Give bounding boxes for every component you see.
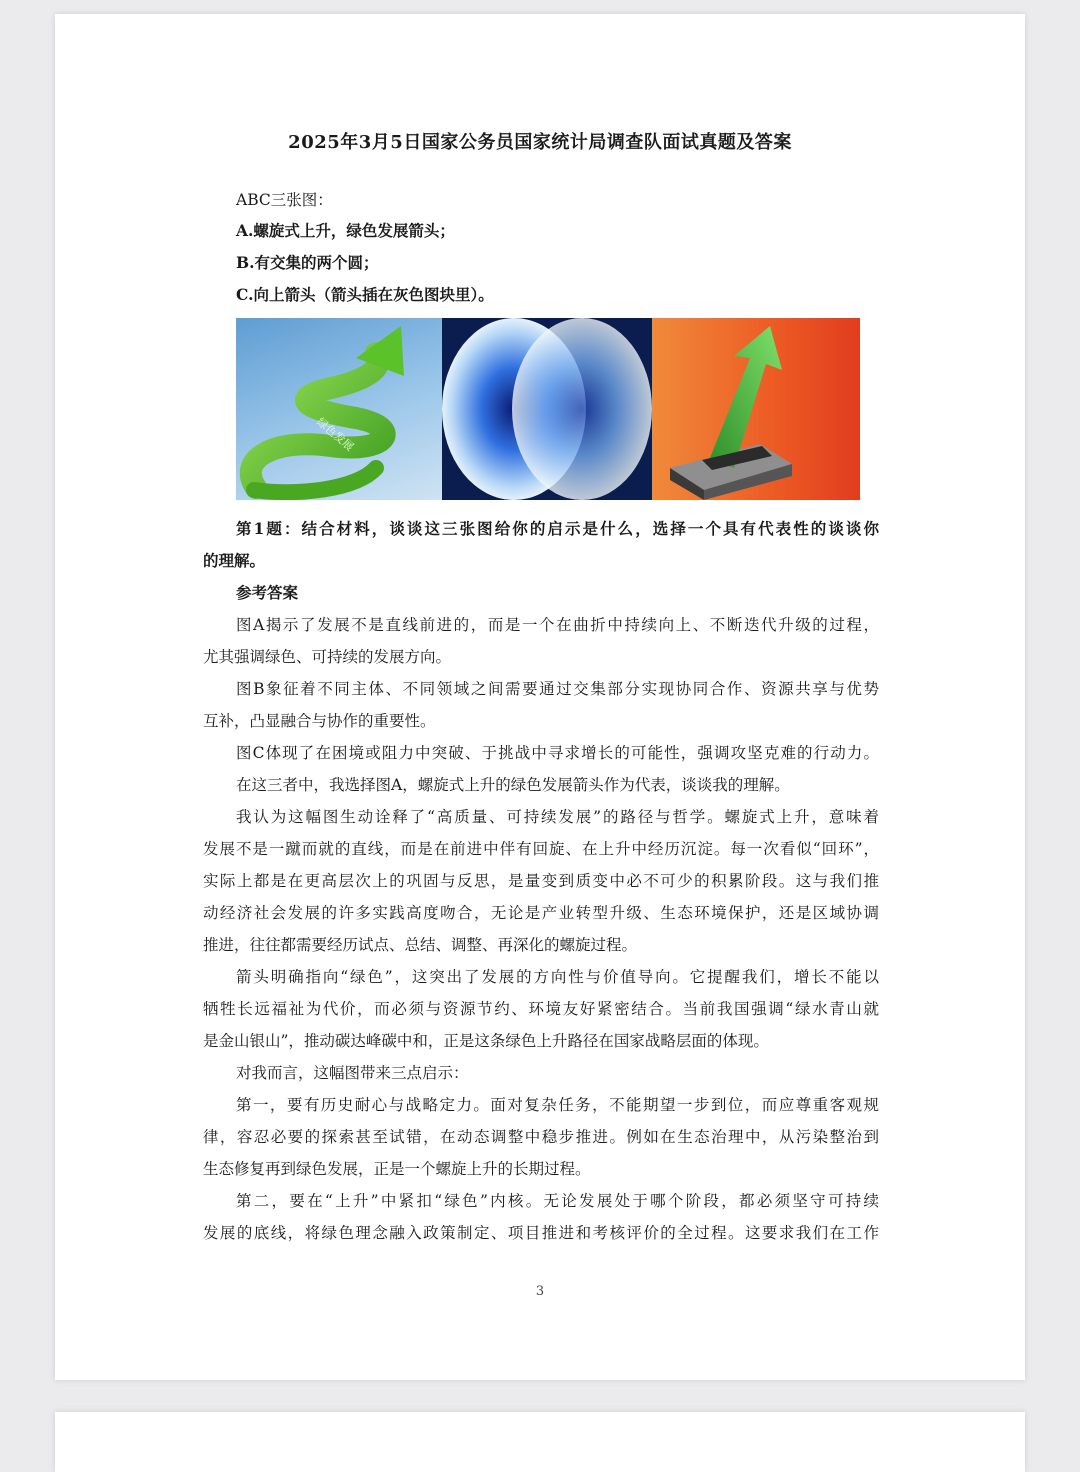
answer-line: 推进，往往都需要经历试点、总结、调整、再深化的螺旋过程。	[203, 936, 638, 954]
figure-a-caption: 绿色发展	[314, 415, 357, 454]
answer-line: 对我而言，这幅图带来三点启示：	[236, 1064, 469, 1082]
answer-line: 图C体现了在困境或阻力中突破、于挑战中寻求增长的可能性，强调攻坚克难的行动力。	[236, 744, 879, 762]
next-document-page	[55, 1412, 1025, 1472]
answer-line: 发展的底线，将绿色理念融入政策制定、项目推进和考核评价的全过程。这要求我们在工作	[203, 1224, 879, 1242]
document-title: 2025年3月5日国家公务员国家统计局调查队面试真题及答案	[288, 132, 792, 153]
answer-line: 第一，要有历史耐心与战略定力。面对复杂任务，不能期望一步到位，而应尊重客观规	[236, 1096, 879, 1114]
answer-line: 实际上都是在更高层次上的巩固与反思，是量变到质变中必不可少的积累阶段。这与我们推	[203, 872, 879, 890]
answer-line: 第二，要在“上升”中紧扣“绿色”内核。无论发展处于哪个阶段，都必须坚守可持续	[236, 1192, 879, 1210]
answer-line: 尤其强调绿色、可持续的发展方向。	[203, 648, 452, 666]
item-b: B.有交集的两个圆；	[236, 253, 379, 272]
answer-line: 发展不是一蹴而就的直线，而是在前进中伴有回旋、在上升中经历沉淀。每一次看似“回环”，	[203, 840, 879, 858]
answer-line: 图A揭示了发展不是直线前进的，而是一个在曲折中持续向上、不断迭代升级的过程，	[236, 616, 879, 634]
answer-line: 在这三者中，我选择图A，螺旋式上升的绿色发展箭头作为代表，谈谈我的理解。	[236, 776, 790, 794]
answer-line: 我认为这幅图生动诠释了“高质量、可持续发展”的路径与哲学。螺旋式上升，意味着	[236, 808, 879, 826]
answer-line: 生态修复再到绿色发展，正是一个螺旋上升的长期过程。	[203, 1160, 591, 1178]
question-line-2: 的理解。	[203, 551, 266, 570]
answer-line: 动经济社会发展的许多实践高度吻合，无论是产业转型升级、生态环境保护，还是区域协调	[203, 904, 879, 922]
page-number: 3	[535, 1284, 545, 1299]
answer-heading: 参考答案	[236, 583, 299, 602]
figure-c-arrow-in-block	[652, 318, 860, 500]
answer-line: 互补，凸显融合与协作的重要性。	[203, 712, 436, 730]
answer-line: 牺牲长远福祉为代价，而必须与资源节约、环境友好紧密结合。当前我国强调“绿水青山就	[203, 1000, 879, 1018]
figure-a-spiral-arrow	[236, 318, 442, 500]
intro-line: ABC三张图：	[236, 191, 333, 209]
item-a: A.螺旋式上升，绿色发展箭头；	[236, 221, 455, 240]
figure-b-intersecting-circles	[442, 318, 652, 500]
answer-line: 图B象征着不同主体、不同领域之间需要通过交集部分实现协同合作、资源共享与优势	[236, 680, 879, 698]
question-line-1: 第1题：结合材料，谈谈这三张图给你的启示是什么，选择一个具有代表性的谈谈你	[236, 519, 879, 538]
answer-line: 律，容忍必要的探索甚至试错，在动态调整中稳步推进。例如在生态治理中，从污染整治到	[203, 1128, 879, 1146]
answer-line: 箭头明确指向“绿色”，这突出了发展的方向性与价值导向。它提醒我们，增长不能以	[236, 968, 879, 986]
item-c: C.向上箭头（箭头插在灰色图块里）。	[236, 285, 494, 304]
answer-line: 是金山银山”，推动碳达峰碳中和，正是这条绿色上升路径在国家战略层面的体现。	[203, 1032, 769, 1050]
figure-strip	[236, 318, 860, 500]
